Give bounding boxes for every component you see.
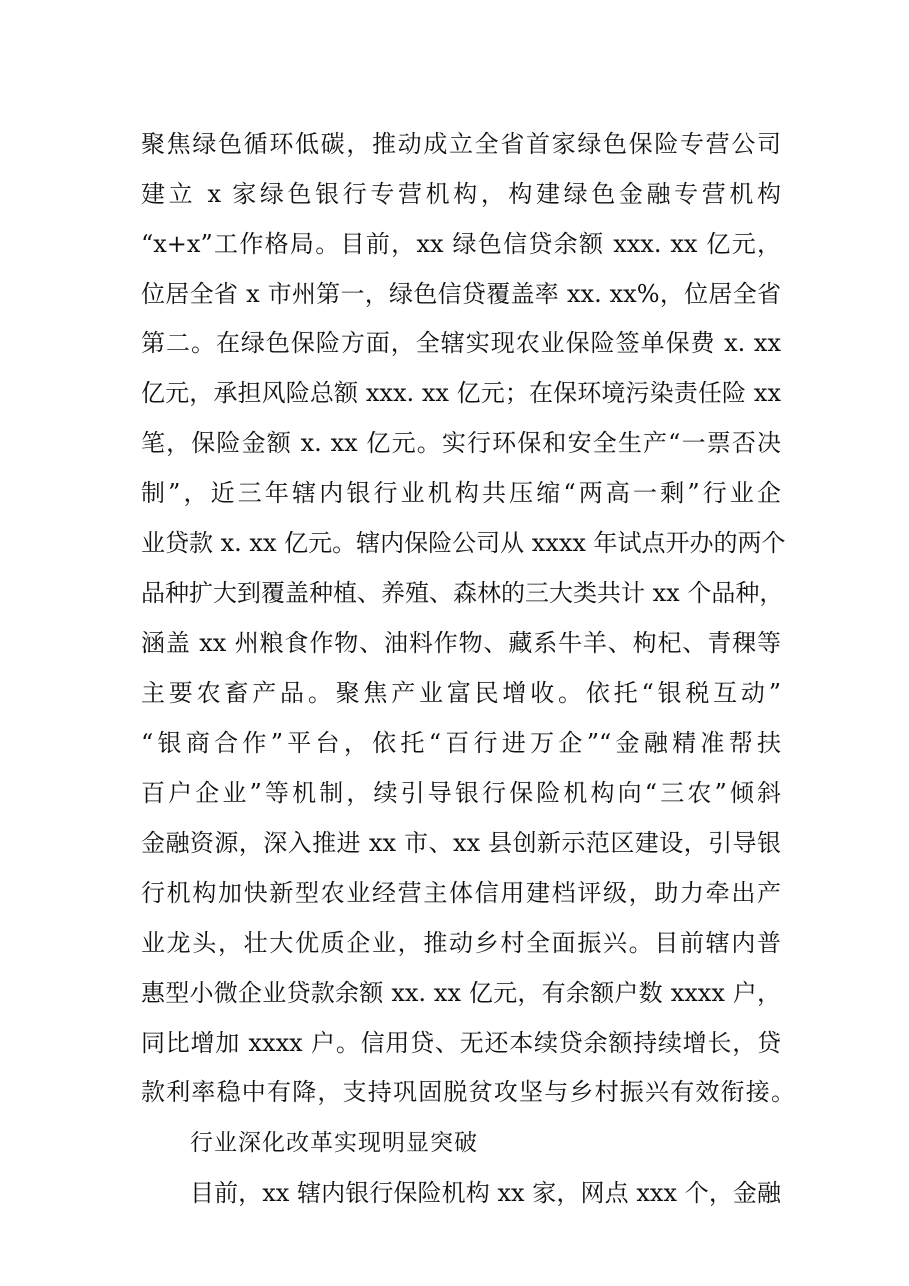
- paragraph-line: 建立 x 家绿色银行专营机构，构建绿色金融专营机构: [141, 180, 781, 208]
- paragraph-line: 同比增加 xxxx 户。信用贷、无还本续贷余额持续增长，贷: [141, 1029, 781, 1057]
- paragraph-line: 金融资源，深入推进 xx 市、xx 县创新示范区建设，引导银: [141, 829, 781, 857]
- paragraph-line: 行机构加快新型农业经营主体信用建档评级，助力牵出产: [141, 879, 781, 907]
- paragraph-line: 聚焦绿色循环低碳，推动成立全省首家绿色保险专营公司: [141, 130, 781, 158]
- paragraph-line: 位居全省 x 市州第一，绿色信贷覆盖率 xx. xx%，位居全省: [141, 280, 781, 308]
- paragraph-line: 第二。在绿色保险方面，全辖实现农业保险签单保费 x. xx: [141, 329, 781, 357]
- paragraph-line: 业贷款 x. xx 亿元。辖内保险公司从 xxxx 年试点开办的两个: [141, 529, 786, 557]
- paragraph-line: 主要农畜产品。聚焦产业富民增收。依托“银税互动”: [141, 679, 781, 707]
- paragraph-line: “银商合作”平台，依托“百行进万企”“金融精准帮扶: [141, 729, 781, 757]
- paragraph-line: 笔，保险金额 x. xx 亿元。实行环保和安全生产“一票否决: [141, 429, 781, 457]
- paragraph-line: 业龙头，壮大优质企业，推动乡村全面振兴。目前辖内普: [141, 929, 781, 957]
- paragraph-line: 惠型小微企业贷款余额 xx. xx 亿元，有余额户数 xxxx 户，: [141, 979, 781, 1007]
- paragraph-line: 款利率稳中有降，支持巩固脱贫攻坚与乡村振兴有效衔接。: [141, 1078, 797, 1106]
- paragraph-line: “x+x”工作格局。目前，xx 绿色信贷余额 xxx. xx 亿元，: [141, 230, 781, 258]
- paragraph-line: 涵盖 xx 州粮食作物、油料作物、藏系牛羊、枸杞、青稞等: [141, 629, 781, 657]
- section-heading: 行业深化改革实现明显突破: [190, 1130, 478, 1156]
- paragraph-line: 品种扩大到覆盖种植、养殖、森林的三大类共计 xx 个品种，: [141, 579, 784, 607]
- paragraph-line: 亿元，承担风险总额 xxx. xx 亿元；在保环境污染责任险 xx: [141, 379, 781, 407]
- paragraph-line: 百户企业”等机制，续引导银行保险机构向“三农”倾斜: [141, 779, 781, 807]
- paragraph-line: 目前，xx 辖内银行保险机构 xx 家，网点 xxx 个，金融: [190, 1179, 781, 1207]
- paragraph-line: 制”，近三年辖内银行业机构共压缩“两高一剩”行业企: [141, 479, 781, 507]
